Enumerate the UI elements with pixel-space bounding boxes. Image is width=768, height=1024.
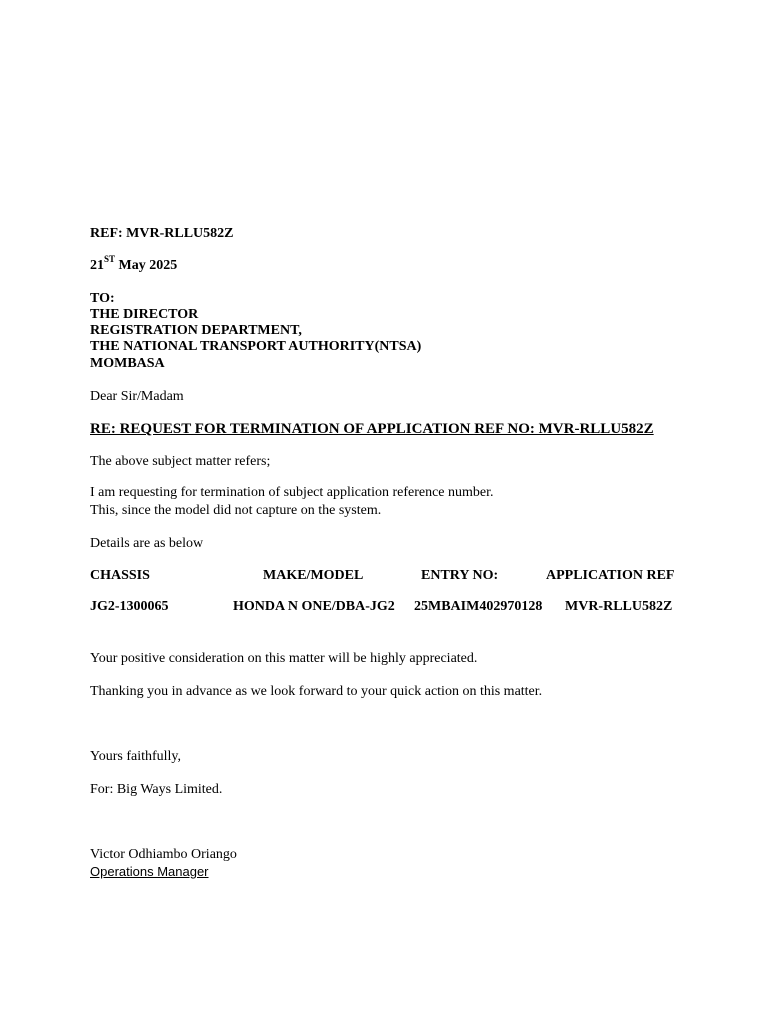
table-header-entry-no: ENTRY NO: xyxy=(421,568,499,583)
company-line: For: Big Ways Limited. xyxy=(90,782,223,797)
closing-paragraph-1: Your positive consideration on this matter will be highly appreciated. xyxy=(90,651,478,666)
table-header-make-model: MAKE/MODEL xyxy=(263,568,364,583)
table-cell-entry-no: 25MBAIM402970128 xyxy=(414,599,543,614)
date-day: 21 xyxy=(90,258,104,273)
signatory-title: Operations Manager xyxy=(90,864,209,879)
table-header-chassis: CHASSIS xyxy=(90,568,150,583)
closing-paragraph-2: Thanking you in advance as we look forward to your quick action on this matter. xyxy=(90,684,543,699)
sign-off: Yours faithfully, xyxy=(90,749,182,764)
reference-line: REF: MVR-RLLU582Z xyxy=(90,226,234,241)
body-paragraph-3: Details are as below xyxy=(90,536,204,551)
recipient-line-department: REGISTRATION DEPARTMENT, xyxy=(90,323,302,338)
table-cell-chassis: JG2-1300065 xyxy=(90,599,169,614)
table-cell-application-ref: MVR-RLLU582Z xyxy=(565,599,673,614)
date-month-year: May 2025 xyxy=(118,258,178,273)
recipient-line-city: MOMBASA xyxy=(90,356,165,371)
letter-date xyxy=(90,254,178,274)
recipient-to-label: TO: xyxy=(90,291,115,306)
signatory-name: Victor Odhiambo Oriango xyxy=(90,847,237,862)
body-paragraph-2-line-1: I am requesting for termination of subject application reference number. xyxy=(90,485,494,500)
body-paragraph-1: The above subject matter refers; xyxy=(90,454,271,469)
recipient-line-director: THE DIRECTOR xyxy=(90,307,199,322)
subject-line: RE: REQUEST FOR TERMINATION OF APPLICATION REF NO: MVR-RLLU582Z xyxy=(90,421,654,437)
date-suffix: ST xyxy=(104,254,116,265)
table-header-application-ref: APPLICATION REF xyxy=(546,568,675,583)
recipient-line-authority: THE NATIONAL TRANSPORT AUTHORITY(NTSA) xyxy=(90,339,422,354)
table-cell-make-model: HONDA N ONE/DBA-JG2 xyxy=(233,599,395,614)
salutation: Dear Sir/Madam xyxy=(90,389,184,404)
body-paragraph-2-line-2: This, since the model did not capture on the system. xyxy=(90,503,382,518)
